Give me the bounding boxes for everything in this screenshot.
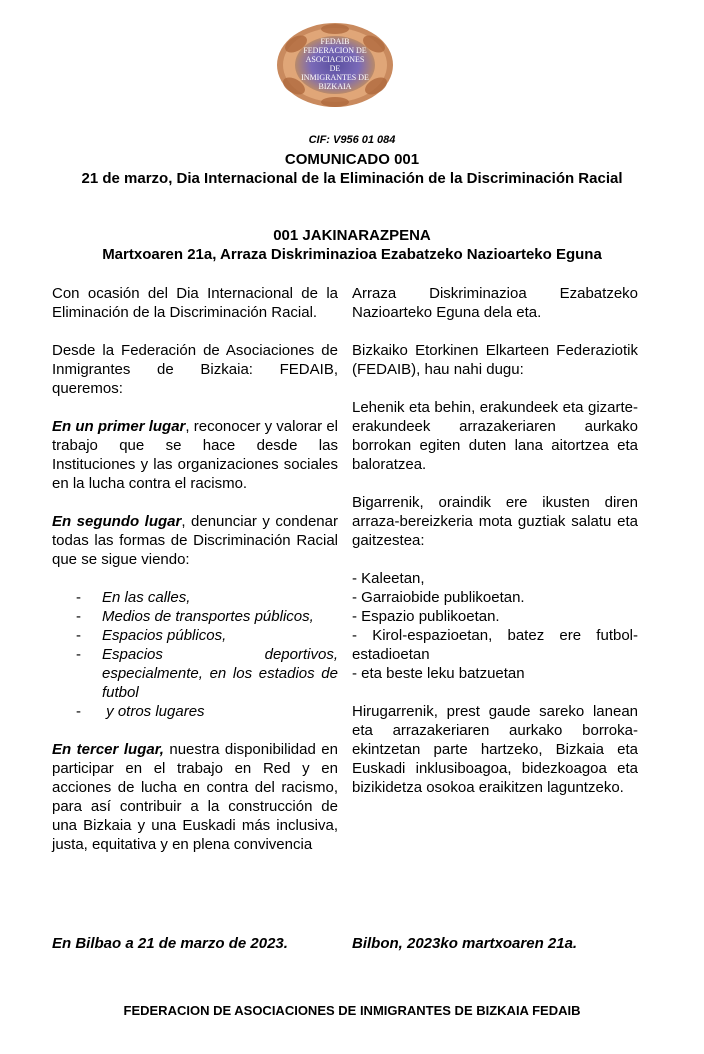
logo-line: FEDAIB [320, 37, 350, 46]
paragraph-lead: En segundo lugar [52, 513, 182, 530]
list-item: - Kaleetan, [352, 570, 425, 587]
logo-line: DE [329, 64, 341, 73]
list-item: - y otros lugares [76, 703, 205, 720]
logo-line: BIZKAIA [318, 82, 352, 91]
paragraph: Bizkaiko Etorkinen Elkarteen Federaziotik (FEDAIB), hau nahi dugu: [352, 342, 638, 378]
paragraph: Hirugarrenik, prest gaude sareko lanean eta arrazakeriaren aurkako borroka-ekintzetan parte hartzeko, Bizkaia eta Euskadi inklusiboagoa, bidezkoagoa eta bizikidetza osokoa eraikitzen laguntzeko. [352, 703, 638, 796]
list-item: - En las calles, [76, 589, 191, 606]
logo-line: INMIGRANTES DE [301, 73, 369, 82]
basque-column [352, 284, 638, 797]
paragraph: Desde la Federación de Asociaciones de Inmigrantes de Bizkaia: FEDAIB, queremos: [52, 342, 338, 397]
comunicado-title: COMUNICADO 001 [284, 151, 420, 168]
logo-line: ASOCIACIONES [305, 55, 365, 64]
paragraph: Arraza Diskriminazioa Ezabatzeko Nazioarteko Eguna dela eta. [352, 285, 638, 321]
list-item: - Espazio publikoetan. [352, 608, 500, 625]
logo-line: FEDERACION DE [303, 46, 367, 55]
paragraph [52, 512, 338, 569]
cif-number: CIF: V956 01 084 [308, 134, 396, 146]
spanish-column [52, 284, 338, 854]
paragraph [52, 417, 338, 493]
footer-organization: FEDERACION DE ASOCIACIONES DE INMIGRANTES DE BIZKAIA FEDAIB [123, 1003, 581, 1018]
subtitle-eu: Martxoaren 21a, Arraza Diskriminazioa Ezabatzeko Nazioarteko Eguna [102, 246, 602, 263]
list-item: - Garraiobide publikoetan. [352, 589, 525, 606]
fedaib-logo [276, 22, 394, 108]
paragraph-lead: En un primer lugar [52, 418, 186, 435]
list-item: - Espacios deportivos, especialmente, en los estadios de futbol [76, 646, 338, 701]
paragraph-text: nuestra disponibilidad en participar en el trabajo en Red y en acciones de lucha en contra del racismo, para así contribuir a la construcción de una Bizkaia y una Euskadi más inclusiva, justa, equitativa y en plena convivencia [52, 741, 338, 853]
paragraph: Con ocasión del Dia Internacional de la Eliminación de la Discriminación Racial. [52, 285, 338, 321]
date-eu: Bilbon, 2023ko martxoaren 21a. [352, 935, 578, 952]
list-item: - Espacios públicos, [76, 627, 227, 644]
hands-circle-logo-icon [276, 22, 394, 108]
list-item: - Kirol-espazioetan, batez ere futbol-estadioetan [352, 627, 638, 663]
paragraph [52, 740, 338, 854]
paragraph-text: , denunciar y condenar todas las formas de Discriminación Racial que se sigue viendo: [52, 513, 338, 568]
discrimination-places-list [52, 588, 338, 721]
date-es: En Bilbao a 21 de marzo de 2023. [52, 935, 288, 952]
paragraph: Lehenik eta behin, erakundeek eta gizarte-erakundeek arrazakeriaren aurkako borrokan egiten duten lana aitortzea eta baloratzea. [352, 399, 638, 473]
leku-list [352, 569, 638, 683]
subtitle-es: 21 de marzo, Dia Internacional de la Eliminación de la Discriminación Racial [81, 170, 623, 187]
jakinarazpena-title: 001 JAKINARAZPENA [273, 227, 431, 244]
paragraph-lead: En tercer lugar, [52, 741, 164, 758]
list-item: - eta beste leku batzuetan [352, 665, 525, 682]
paragraph-text: , reconocer y valorar el trabajo que se hace desde las Instituciones y las organizaciones sociales en la lucha contra el racismo. [52, 418, 338, 492]
list-item: - Medios de transportes públicos, [76, 608, 314, 625]
paragraph: Bigarrenik, oraindik ere ikusten diren arraza-bereizkeria mota guztiak salatu eta gaitzestea: [352, 494, 638, 549]
